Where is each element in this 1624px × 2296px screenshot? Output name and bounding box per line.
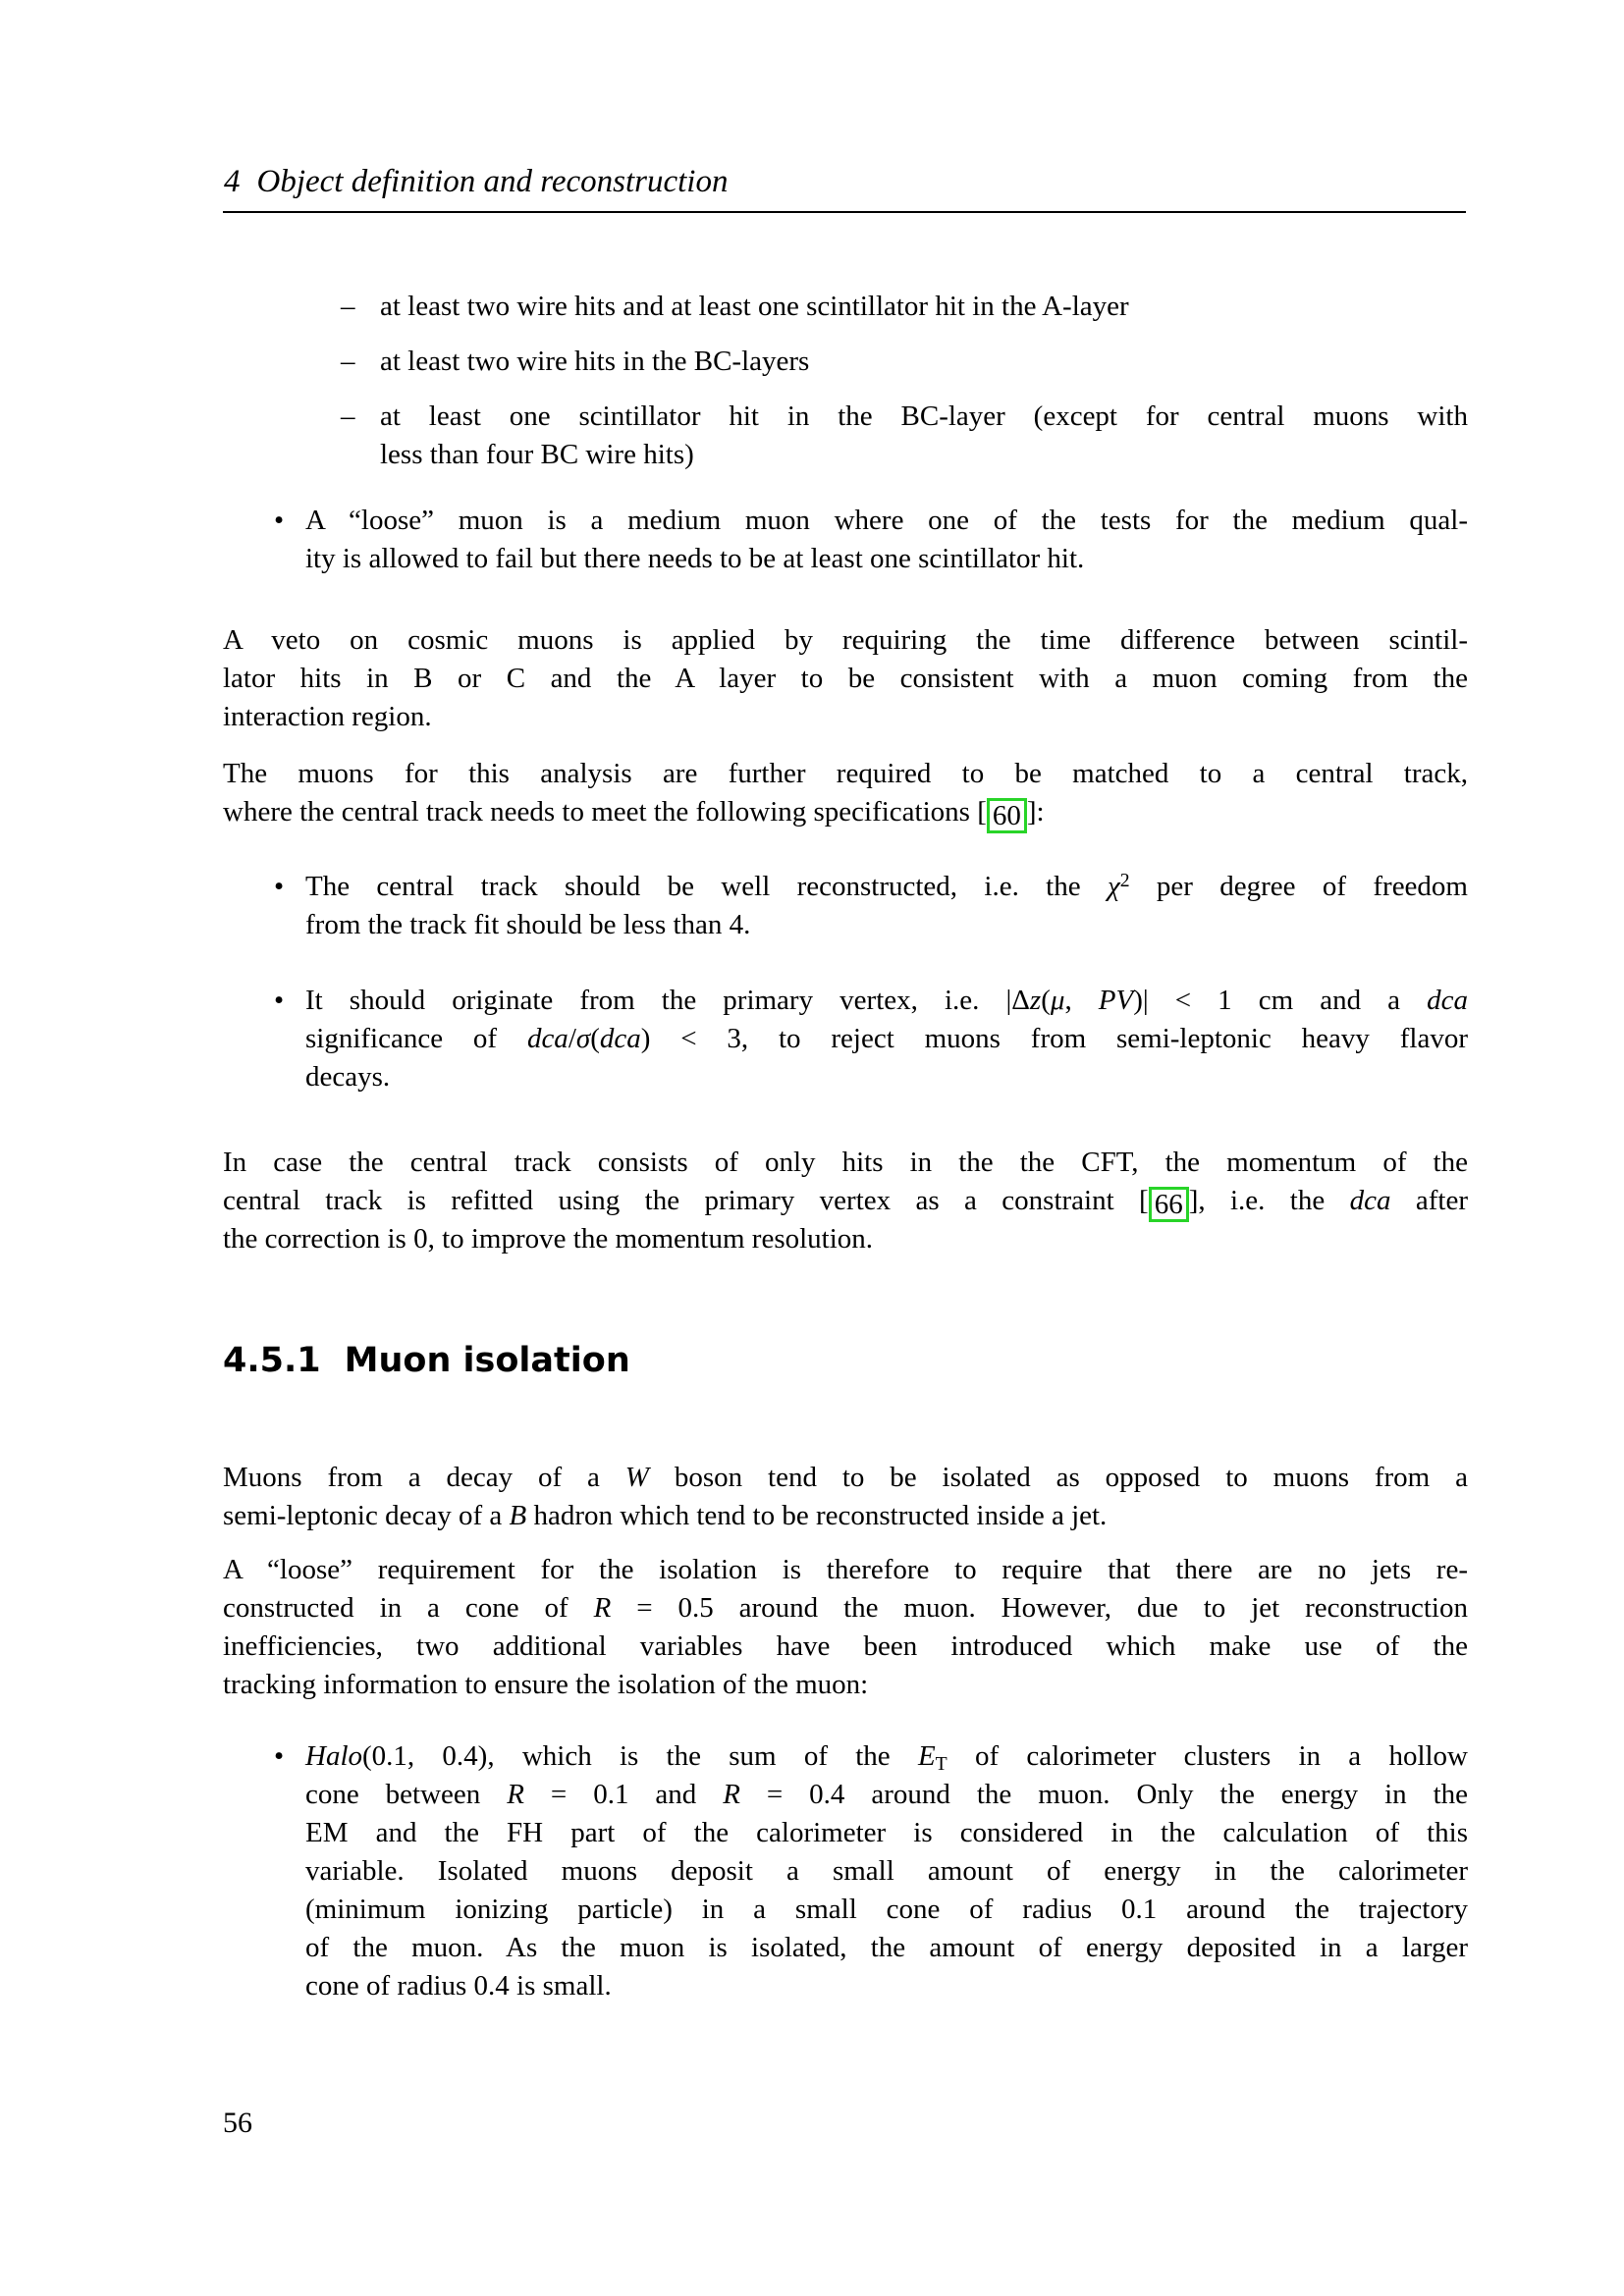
text-line: less than four BC wire hits) [380, 439, 694, 470]
text-line: The central track should be well reconstructed, i.e. the $\chi^2$ per degree of freedom [305, 870, 1468, 902]
text-line: In case the central track consists of only hits in the the CFT, the momentum of the [223, 1147, 1468, 1178]
paragraph [223, 1459, 1468, 1535]
bullet-list [274, 868, 1468, 1096]
paragraph-lines [223, 1551, 1468, 1704]
text-line: the correction is 0, to improve the momentum resolution. [223, 1223, 874, 1255]
section-heading [223, 1341, 630, 1380]
paragraph-lines [223, 621, 1468, 736]
list-item [341, 343, 1468, 381]
paragraph [223, 755, 1468, 831]
text-line: from the track fit should be less than 4. [305, 909, 751, 940]
list-item [341, 288, 1468, 326]
text-line: lator hits in B or C and the A layer to be consistent with a muon coming from the [223, 663, 1468, 694]
text-line: The muons for this analysis are further required to be matched to a central track, [223, 758, 1468, 789]
citation-link[interactable]: 60 [987, 798, 1027, 833]
text-line: where the central track needs to meet the following specifications [ 60 ]: [223, 796, 1045, 831]
text-line: at least two wire hits and at least one scintillator hit in the A-layer [380, 291, 1129, 322]
paragraph [223, 1144, 1468, 1258]
text-line: significance of dca/σ(dca) < 3, to reject muons from semi-leptonic heavy flavor [305, 1023, 1469, 1054]
bullet-marker: • [274, 1740, 285, 1772]
bullet-list [274, 1737, 1468, 2005]
list-item [274, 502, 1468, 578]
bullet-marker: • [274, 505, 285, 536]
text-line: Muons from a decay of a W boson tend to be isolated as opposed to muons from a [223, 1462, 1468, 1493]
text-line: interaction region. [223, 701, 432, 732]
dash-list [341, 288, 1468, 474]
paragraph [223, 621, 1468, 736]
list-item [341, 398, 1468, 474]
text-line: tracking information to ensure the isolation of the muon: [223, 1669, 869, 1700]
list-item [274, 982, 1468, 1096]
text-line: A “loose” requirement for the isolation is therefore to require that there are no jets re- [223, 1554, 1468, 1585]
text-line: central track is refitted using the primary vertex as a constraint [ 66 ], i.e. the dca after [223, 1185, 1468, 1220]
text-line: A veto on cosmic muons is applied by requiring the time difference between scintil- [223, 624, 1468, 656]
paragraph-lines [223, 1144, 1468, 1258]
list-item [274, 1737, 1468, 2005]
text-line: ity is allowed to fail but there needs to be at least one scintillator hit. [305, 543, 1085, 574]
paragraph-lines [223, 1459, 1468, 1535]
text-line: variable. Isolated muons deposit a small amount of energy in the calorimeter [305, 1855, 1468, 1887]
section-number: 4.5.1 [223, 1341, 321, 1380]
chapter-title: Object definition and reconstruction [256, 164, 729, 199]
dash-marker: – [341, 291, 355, 322]
text-line: at least two wire hits in the BC-layers [380, 346, 810, 377]
text-line: semi-leptonic decay of a B hadron which tend to be reconstructed inside a jet. [223, 1500, 1108, 1531]
text-line: (minimum ionizing particle) in a small cone of radius 0.1 around the trajectory [305, 1894, 1468, 1925]
text-line: A “loose” muon is a medium muon where one of the tests for the medium qual- [305, 505, 1468, 536]
dash-marker: – [341, 346, 355, 377]
paragraph [223, 1551, 1468, 1704]
text-line: EM and the FH part of the calorimeter is considered in the calculation of this [305, 1817, 1468, 1848]
dash-marker: – [341, 400, 355, 432]
chapter-number: 4 [224, 164, 241, 199]
text-line: constructed in a cone of R = 0.5 around the muon. However, due to jet reconstruction [223, 1592, 1468, 1624]
text-line: cone between R = 0.1 and R = 0.4 around the muon. Only the energy in the [305, 1779, 1469, 1810]
paragraph-lines [223, 755, 1468, 831]
bullet-marker: • [274, 871, 285, 902]
text-line: cone of radius 0.4 is small. [305, 1970, 612, 2002]
bullet-marker: • [274, 985, 285, 1016]
text-line: inefficiencies, two additional variables have been introduced which make use of the [223, 1630, 1468, 1662]
list-item [274, 868, 1468, 944]
header-rule [223, 211, 1466, 213]
page-number: 56 [223, 2107, 252, 2139]
text-line: Halo(0.1, 0.4), which is the sum of the $E_T$ of calorimeter clusters in a hollow [305, 1740, 1468, 1775]
text-line: decays. [305, 1061, 391, 1093]
citation-link[interactable]: 66 [1149, 1187, 1189, 1222]
text-line: It should originate from the primary vertex, i.e. |Δz(μ, PV)| < 1 cm and a dca [305, 985, 1468, 1016]
section-title: Muon isolation [344, 1341, 630, 1380]
bullet-list [274, 502, 1468, 578]
running-header [224, 164, 728, 200]
text-line: at least one scintillator hit in the BC-layer (except for central muons with [380, 400, 1468, 432]
text-line: of the muon. As the muon is isolated, the amount of energy deposited in a larger [305, 1932, 1468, 1963]
